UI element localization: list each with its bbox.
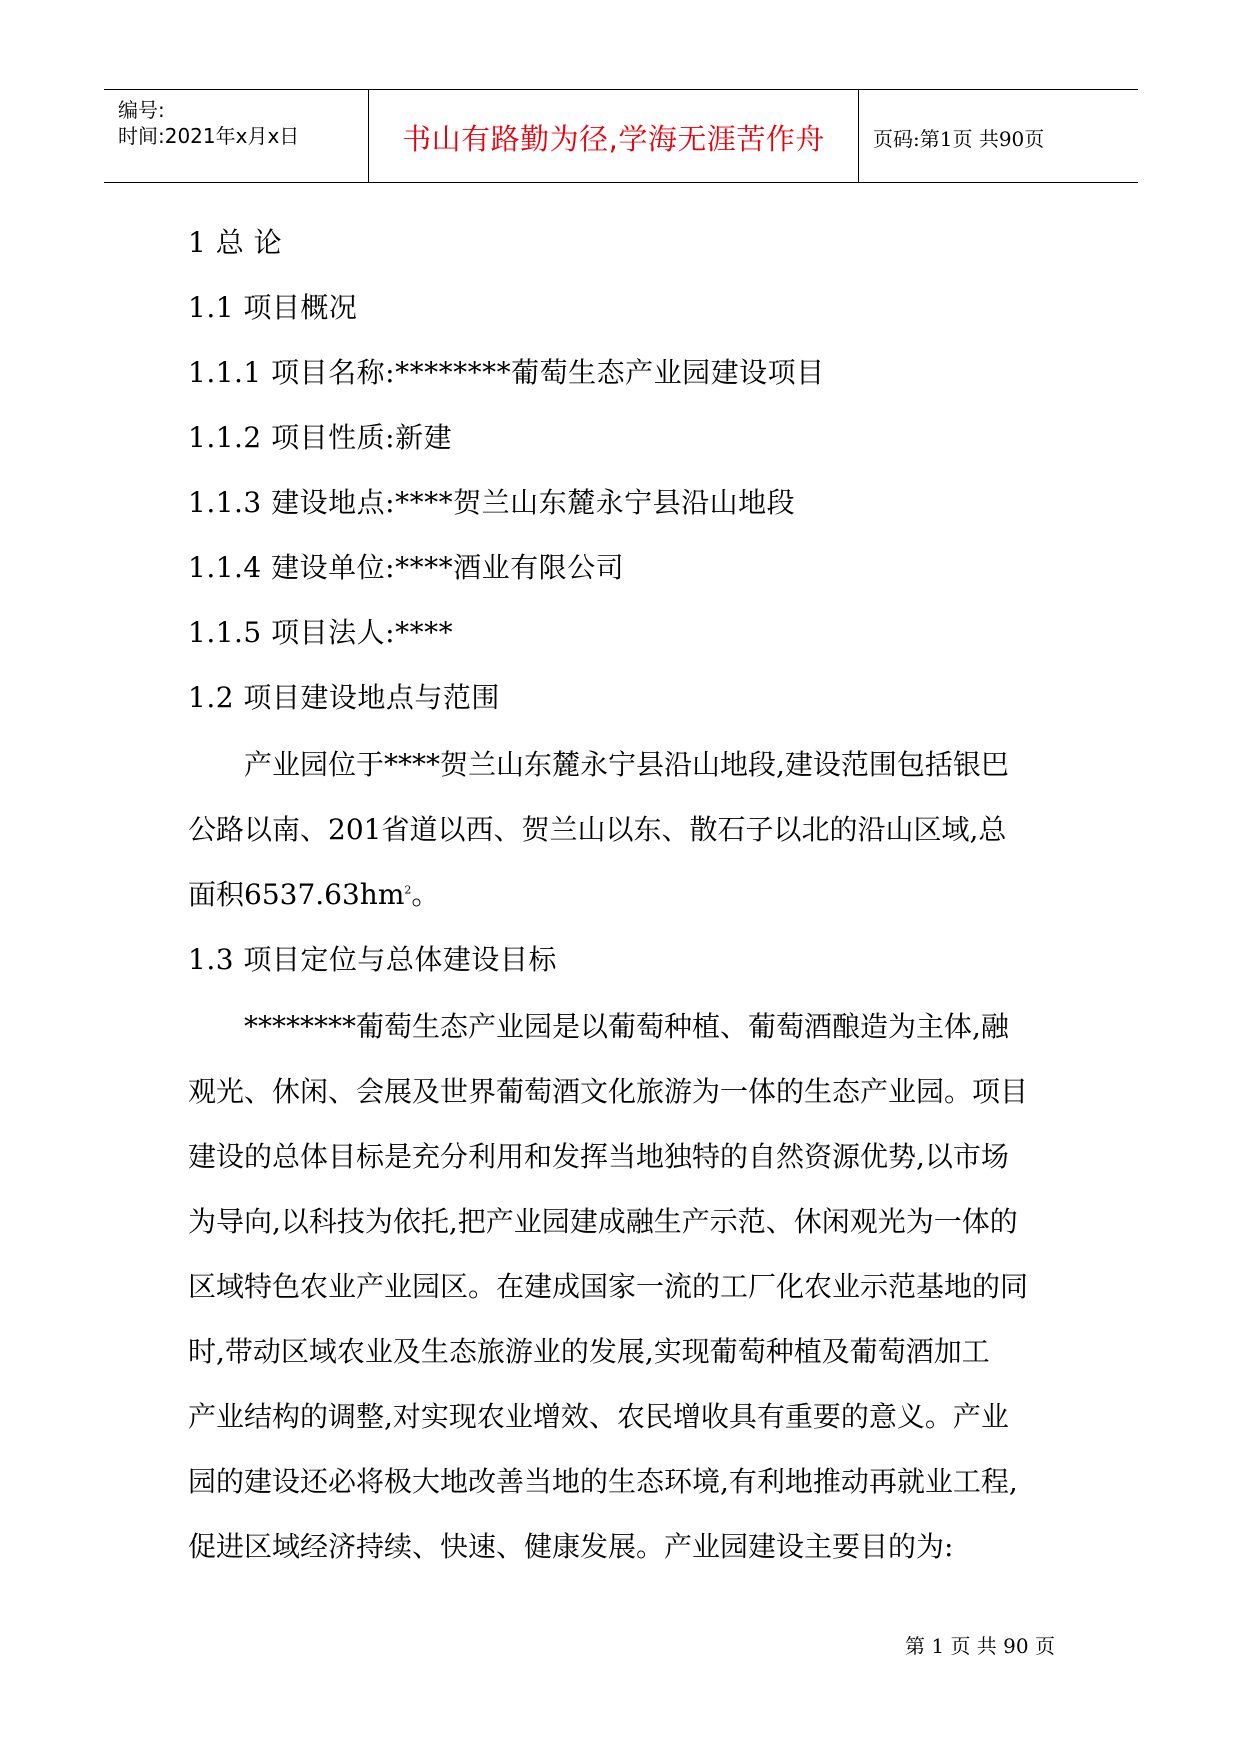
heading-1-1: 1.1 项目概况 xyxy=(188,291,358,324)
para1-line-3 xyxy=(188,875,439,915)
document-number-label: 编号: xyxy=(118,98,165,122)
header-left-cell xyxy=(104,90,369,182)
para2-line-9: 促进区域经济持续、快速、健康发展。产业园建设主要目的为: xyxy=(188,1530,954,1563)
header-motto: 书山有路勤为径,学海无涯苦作舟 xyxy=(402,122,825,156)
para1-line-2: 公路以南、201省道以西、贺兰山以东、散石子以北的沿山区域,总 xyxy=(188,813,1007,846)
para2-line-2: 观光、休闲、会展及世界葡萄酒文化旅游为一体的生态产业园。项目 xyxy=(188,1075,1029,1108)
document-time-label: 时间:2021年x月x日 xyxy=(118,124,300,148)
para2-line-1: ********葡萄生态产业园是以葡萄种植、葡萄酒酿造为主体,融 xyxy=(244,1010,1009,1043)
area-unit-superscript: 2 xyxy=(404,883,412,897)
heading-1-3: 1.3 项目定位与总体建设目标 xyxy=(188,943,557,976)
para2-line-5: 区域特色农业产业园区。在建成国家一流的工厂化农业示范基地的同 xyxy=(188,1270,1029,1303)
heading-1-1-5: 1.1.5 项目法人:**** xyxy=(188,616,454,649)
heading-1-1-2: 1.1.2 项目性质:新建 xyxy=(188,421,453,454)
para2-line-4: 为导向,以科技为依托,把产业园建成融生产示范、休闲观光为一体的 xyxy=(188,1205,1018,1238)
para2-line-3: 建设的总体目标是充分利用和发挥当地独特的自然资源优势,以市场 xyxy=(188,1140,1009,1173)
heading-1-1-1: 1.1.1 项目名称:********葡萄生态产业园建设项目 xyxy=(188,356,825,389)
heading-1-1-4: 1.1.4 建设单位:****酒业有限公司 xyxy=(188,551,625,584)
para1-line-1: 产业园位于****贺兰山东麓永宁县沿山地段,建设范围包括银巴 xyxy=(244,748,1009,781)
para2-line-6: 时,带动区域农业及生态旅游业的发展,实现葡萄种植及葡萄酒加工 xyxy=(188,1335,990,1368)
header-page-label: 页码:第1页 共90页 xyxy=(873,127,1045,151)
area-value: 面积6537.63hm xyxy=(188,878,405,911)
heading-1-1-3: 1.1.3 建设地点:****贺兰山东麓永宁县沿山地段 xyxy=(188,486,796,519)
heading-1: 1 总 论 xyxy=(188,226,283,259)
header-motto-cell xyxy=(369,90,859,182)
page-footer: 第 1 页 共 90 页 xyxy=(905,1634,1055,1658)
para1-end-mark: 。 xyxy=(411,878,440,911)
header-right-cell xyxy=(859,90,1138,182)
para2-line-8: 园的建设还必将极大地改善当地的生态环境,有利地推动再就业工程, xyxy=(188,1465,1018,1498)
heading-1-2: 1.2 项目建设地点与范围 xyxy=(188,681,500,714)
page-header xyxy=(104,89,1138,183)
para2-line-7: 产业结构的调整,对实现农业增效、农民增收具有重要的意义。产业 xyxy=(188,1400,1009,1433)
